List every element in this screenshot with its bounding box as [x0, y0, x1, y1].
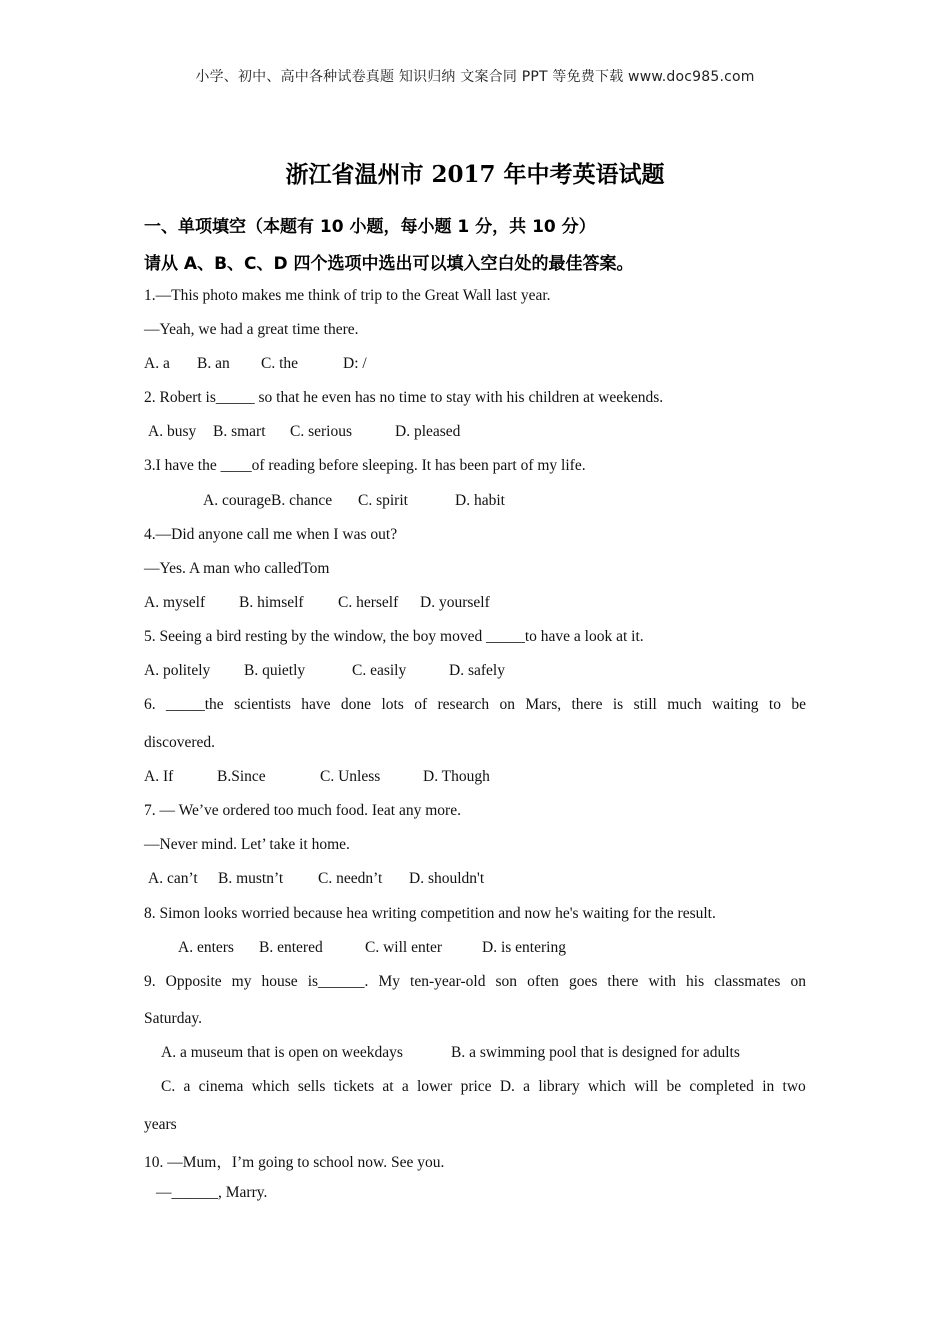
q6-word: _____the: [166, 696, 224, 713]
q6-word: scientists: [234, 696, 291, 713]
q9-word: is______.: [307, 973, 369, 990]
q6-word: Mars,: [525, 696, 562, 713]
q9-option-word: D.: [499, 1078, 515, 1095]
q6-word: much: [667, 696, 702, 713]
q9-word: My: [378, 973, 400, 990]
q6-word: is: [612, 696, 624, 713]
question-3-stem: 3.I have the ____of reading before sleeping. It has been part of my life.: [144, 457, 586, 474]
question-7-option-d: D. shouldn't: [409, 870, 485, 887]
q9-option-word: sells: [297, 1078, 326, 1095]
q6-word: still: [633, 696, 657, 713]
question-8-option-b: B. entered: [259, 939, 323, 956]
question-4-option-a: A. myself: [144, 594, 206, 611]
q9-word: his: [686, 973, 705, 990]
section-instruction: 请从 A、B、C、D 四个选项中选出可以填入空白处的最佳答案。: [144, 254, 634, 274]
question-5-stem: 5. Seeing a bird resting by the window, the boy moved _____to have a look at it.: [144, 628, 644, 645]
question-4-option-d: D. yourself: [420, 594, 490, 611]
q6-word: be: [791, 696, 806, 713]
question-3-option-ab: A. courageB. chance: [203, 492, 333, 509]
question-2-option-d: D. pleased: [395, 423, 461, 440]
q6-word: of: [414, 696, 428, 713]
q9-option-word: C.: [161, 1078, 176, 1095]
q9-option-word: lower: [417, 1078, 453, 1095]
question-7-reply: —Never mind. Let’ take it home.: [144, 836, 350, 853]
question-7-stem: 7. — We’ve ordered too much food. Ieat any more.: [144, 802, 461, 819]
question-2-stem: 2. Robert is_____ so that he even has no time to stay with his children at weekends.: [144, 389, 664, 406]
question-1-reply: —Yeah, we had a great time there.: [144, 321, 359, 338]
question-3-option-d: D. habit: [455, 492, 505, 509]
question-1-option-d: D: /: [343, 355, 367, 372]
question-5-option-a: A. politely: [144, 662, 211, 679]
question-2-option-a: A. busy: [148, 423, 197, 440]
q6-word: research: [437, 696, 490, 713]
q9-option-word: a: [401, 1078, 409, 1095]
q9-word: often: [527, 973, 559, 990]
question-6-stem-continued: discovered.: [144, 734, 216, 751]
question-9-stem: [144, 973, 806, 991]
q6-word: 6.: [144, 696, 156, 713]
q6-word: on: [499, 696, 516, 713]
q9-option-word: which: [251, 1078, 290, 1095]
q9-word: Opposite: [165, 973, 222, 990]
question-9-stem-continued: Saturday.: [144, 1010, 202, 1027]
question-2-option-c: C. serious: [290, 423, 352, 440]
question-1-option-c: C. the: [261, 355, 299, 372]
q6-word: to: [768, 696, 781, 713]
question-8-option-c: C. will enter: [365, 939, 443, 956]
q9-word: son: [495, 973, 518, 990]
q9-option-word: completed: [689, 1078, 754, 1095]
q9-option-word: be: [666, 1078, 682, 1095]
q9-option-word: will: [634, 1078, 659, 1095]
q9-option-word: tickets: [333, 1078, 375, 1095]
q9-word: my: [231, 973, 252, 990]
q6-word: done: [340, 696, 372, 713]
question-4-reply: —Yes. A man who calledTom: [144, 560, 330, 577]
q9-option-word: which: [587, 1078, 626, 1095]
question-2-option-b: B. smart: [213, 423, 266, 440]
question-6-stem: [144, 696, 806, 714]
q9-word: classmates: [714, 973, 781, 990]
question-9-option-d-continued: years: [144, 1116, 177, 1133]
q9-option-word: cinema: [198, 1078, 244, 1095]
question-4-option-c: C. herself: [338, 594, 399, 611]
question-10-stem: 10. —Mum，I’m going to school now. See you.: [144, 1154, 445, 1171]
question-6-option-b: B.Since: [217, 768, 266, 785]
question-6-option-a: A. If: [144, 768, 174, 785]
q6-word: have: [301, 696, 331, 713]
q9-word: there: [607, 973, 639, 990]
q9-option-word: a: [183, 1078, 191, 1095]
q9-word: ten-year-old: [410, 973, 486, 990]
question-4-option-b: B. himself: [239, 594, 304, 611]
question-9-options-cd: [161, 1078, 806, 1096]
q9-option-word: at: [382, 1078, 394, 1095]
question-10-reply: —______, Marry.: [156, 1184, 268, 1201]
question-6-option-c: C. Unless: [320, 768, 381, 785]
question-6-option-d: D. Though: [423, 768, 490, 785]
section-heading: 一、单项填空（本题有 10 小题，每小题 1 分，共 10 分）: [144, 217, 596, 237]
question-5-option-c: C. easily: [352, 662, 407, 679]
q9-word: on: [790, 973, 806, 990]
question-7-option-c: C. needn’t: [318, 870, 383, 887]
question-8-stem: 8. Simon looks worried because hea writing competition and now he's waiting for the result.: [144, 905, 716, 922]
question-1-option-b: B. an: [197, 355, 230, 372]
q9-word: with: [648, 973, 676, 990]
question-9-option-b: B. a swimming pool that is designed for adults: [451, 1044, 740, 1061]
question-5-option-b: B. quietly: [244, 662, 306, 679]
question-9-option-a: A. a museum that is open on weekdays: [161, 1044, 403, 1061]
q9-option-word: in: [762, 1078, 775, 1095]
q6-word: waiting: [712, 696, 759, 713]
question-8-option-d: D. is entering: [482, 939, 566, 956]
question-7-option-b: B. mustn’t: [218, 870, 284, 887]
q9-word: goes: [568, 973, 598, 990]
question-3-option-c: C. spirit: [358, 492, 408, 509]
q9-option-word: price: [460, 1078, 492, 1095]
question-4-stem: 4.—Did anyone call me when I was out?: [144, 526, 398, 543]
page-header-banner: 小学、初中、高中各种试卷真题 知识归纳 文案合同 PPT 等免费下载 www.doc985.com: [195, 69, 755, 85]
q9-word: 9.: [144, 973, 156, 990]
q9-option-word: a: [523, 1078, 531, 1095]
q9-option-word: library: [538, 1078, 580, 1095]
q9-word: house: [261, 973, 298, 990]
q9-option-word: two: [782, 1078, 806, 1095]
question-8-option-a: A. enters: [178, 939, 234, 956]
page-title: 浙江省温州市 2017 年中考英语试题: [285, 161, 665, 188]
q6-word: there: [571, 696, 603, 713]
q6-word: lots: [381, 696, 404, 713]
question-1-option-a: A. a: [144, 355, 170, 372]
question-1-stem: 1.—This photo makes me think of trip to the Great Wall last year.: [144, 287, 551, 304]
question-7-option-a: A. can’t: [148, 870, 198, 887]
question-5-option-d: D. safely: [449, 662, 505, 679]
